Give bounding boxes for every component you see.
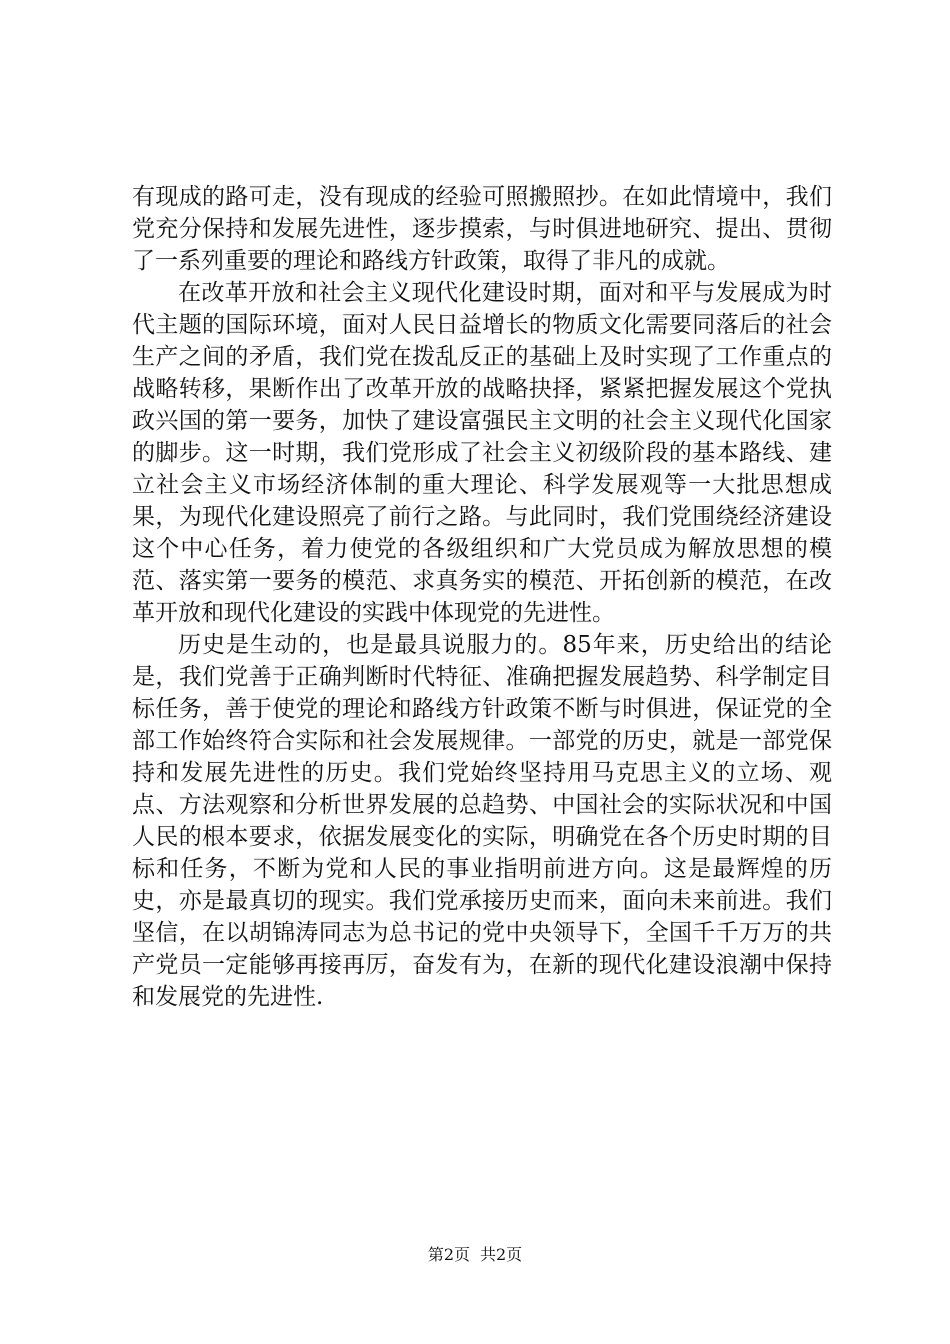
- page-footer: [0, 1245, 950, 1265]
- paragraph-continuation: 有现成的路可走，没有现成的经验可照搬照抄。在如此情境中，我们党充分保持和发展先进性，逐步摸索，与时俱进地研究、提出、贯彻了一系列重要的理论和路线方针政策，取得了非凡的成就。: [132, 184, 832, 274]
- page-number: 第2页: [427, 1245, 470, 1264]
- paragraph-history-conclusion: 历史是生动的，也是最具说服力的。85年来，历史给出的结论是，我们党善于正确判断时代特征、准确把握发展趋势、科学制定目标任务，善于使党的理论和路线方针政策不断与时俱进，保证党的全部工作始终符合实际和社会发展规律。一部党的历史，就是一部党保持和发展先进性的历史。我们党始终坚持用马克思主义的立场、观点、方法观察和分析世界发展的总趋势、中国社会的实际状况和中国人民的根本要求，依据发展变化的实际，明确党在各个历史时期的目标和任务，不断为党和人民的事业指明前进方向。这是最辉煌的历史，亦是最真切的现实。我们党承接历史而来，面向未来前进。我们坚信，在以胡锦涛同志为总书记的党中央领导下，全国千千万万的共产党员一定能够再接再厉，奋发有为，在新的现代化建设浪潮中保持和发展党的先进性.: [132, 632, 832, 1010]
- document-body: [132, 181, 832, 1013]
- paragraph-reform-era: 在改革开放和社会主义现代化建设时期，面对和平与发展成为时代主题的国际环境，面对人民日益增长的物质文化需要同落后的社会生产之间的矛盾，我们党在拨乱反正的基础上及时实现了工作重点的战略转移，果断作出了改革开放的战略抉择，紧紧把握发展这个党执政兴国的第一要务，加快了建设富强民主文明的社会主义现代化国家的脚步。这一时期，我们党形成了社会主义初级阶段的基本路线、建立社会主义市场经济体制的重大理论、科学发展观等一大批思想成果，为现代化建设照亮了前行之路。与此同时，我们党围绕经济建设这个中心任务，着力使党的各级组织和广大党员成为解放思想的模范、落实第一要务的模范、求真务实的模范、开拓创新的模范，在改革开放和现代化建设的实践中体现党的先进性。: [132, 280, 832, 626]
- page-total: 共2页: [480, 1245, 523, 1264]
